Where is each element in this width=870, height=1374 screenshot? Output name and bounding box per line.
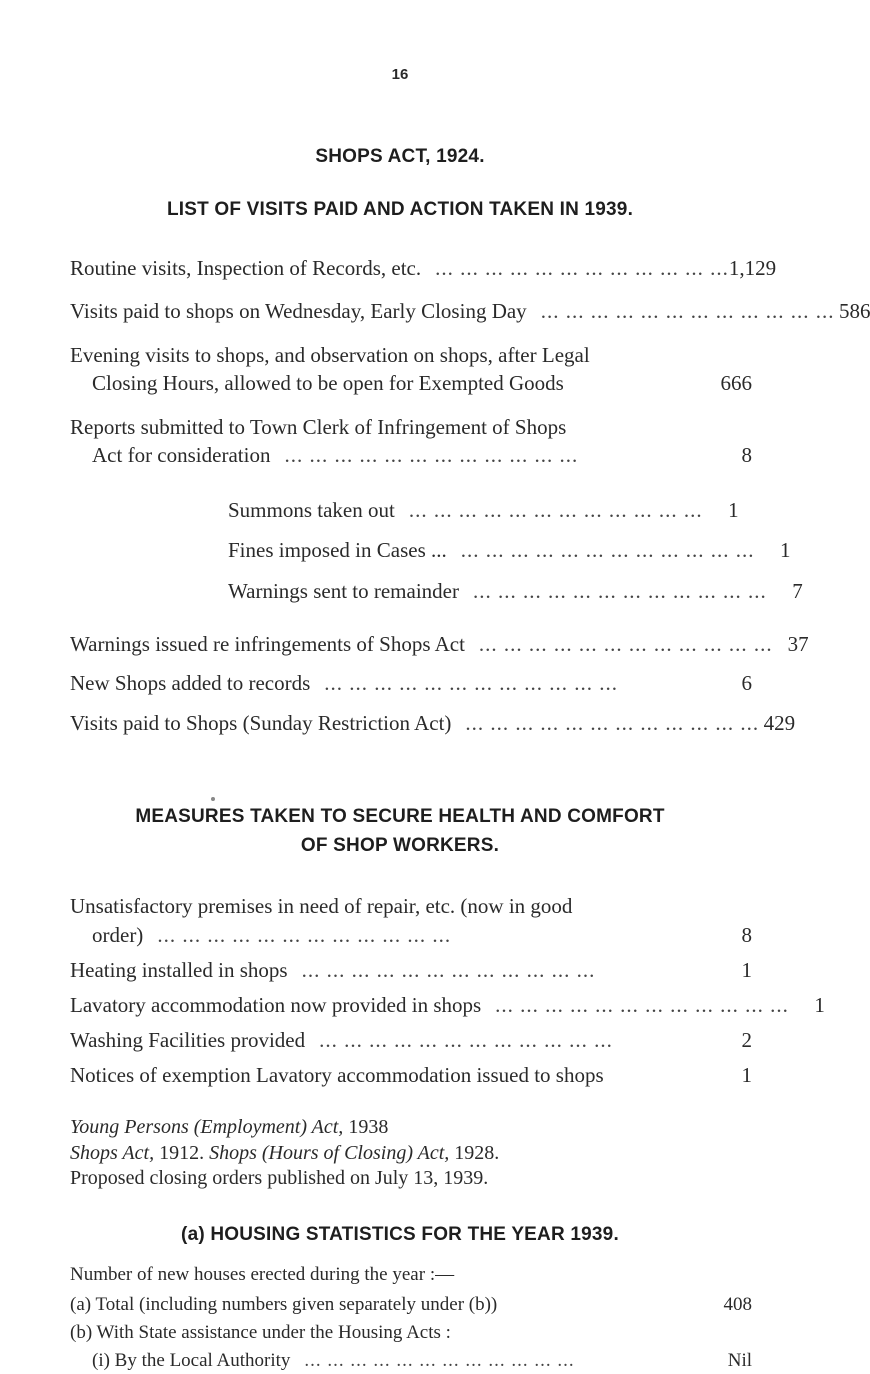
row-value: 8 <box>741 443 752 467</box>
page-number: 16 <box>391 66 409 83</box>
act-year: 1938 <box>343 1116 389 1138</box>
leader-dots: ... ... ... ... ... ... ... ... ... ... ... ... <box>284 443 579 467</box>
leader-dots: ... ... ... ... ... ... ... ... ... ... ... ... <box>465 711 760 735</box>
row-value: 1 <box>728 498 739 522</box>
row-label: Routine visits, Inspection of Records, etc. <box>70 256 422 280</box>
row-value: 408 <box>723 1294 752 1315</box>
row-label: Washing Facilities provided <box>70 1028 306 1052</box>
row-label: New Shops added to records <box>70 671 311 695</box>
row-value: 1 <box>780 538 791 562</box>
row-value: 1,129 <box>728 256 777 280</box>
leader-dots: ... ... ... ... ... ... ... ... ... ... ... ... <box>460 538 755 562</box>
row-label: Warnings issued re infringements of Shops Act <box>70 632 465 656</box>
row-label: Act for consideration <box>92 443 271 467</box>
row-label: (i) By the Local Authority <box>92 1350 291 1371</box>
row-value: 7 <box>792 579 803 603</box>
row-value: 666 <box>720 371 752 395</box>
housing-row <box>92 1348 752 1374</box>
measures-title-line2: OF SHOP WORKERS. <box>300 835 500 856</box>
leader-dots: ... ... ... ... ... ... ... ... ... ... ... ... <box>301 958 596 982</box>
row-label-first-line: Unsatisfactory premises in need of repair, etc. (now in good <box>70 894 573 918</box>
row-label: (a) Total (including numbers given separately under (b)) <box>70 1294 498 1315</box>
housing-intro: Number of new houses erected during the year :— <box>70 1264 455 1285</box>
act-name: Shops Act, <box>70 1142 155 1164</box>
leader-dots: ... ... ... ... ... ... ... ... ... ... ... ... <box>319 1028 613 1052</box>
row-value: 8 <box>741 923 752 947</box>
row-value: 1 <box>814 993 825 1017</box>
act-name: Shops (Hours of Closing) Act, <box>209 1142 450 1164</box>
leader-dots: ... ... ... ... ... ... ... ... ... ... ... ... <box>435 256 729 280</box>
leader-dots: ... ... ... ... ... ... ... ... ... ... ... ... <box>408 498 703 522</box>
row-label: Closing Hours, allowed to be open for Exempted Goods <box>92 371 564 395</box>
leader-dots: ... ... ... ... ... ... ... ... ... ... ... ... <box>495 993 789 1017</box>
visits-title: LIST OF VISITS PAID AND ACTION TAKEN IN 1939. <box>166 199 634 220</box>
row-label: Visits paid to Shops (Sunday Restriction Act) <box>70 711 452 735</box>
row-label: order) <box>92 923 144 947</box>
row-value: 6 <box>741 671 752 695</box>
row-value: 2 <box>741 1028 752 1052</box>
act-year: 1928. <box>449 1142 500 1164</box>
row-value: 1 <box>741 1063 752 1087</box>
row-label: Fines imposed in Cases ... <box>228 538 447 562</box>
leader-dots: ... ... ... ... ... ... ... ... ... ... ... ... <box>540 299 835 323</box>
row-value: 586 <box>838 299 870 323</box>
leader-dots: ... ... ... ... ... ... ... ... ... ... ... ... <box>304 1350 575 1371</box>
leader-dots: ... ... ... ... ... ... ... ... ... ... ... ... <box>473 579 767 603</box>
row-label: Visits paid to shops on Wednesday, Early Closing Day <box>70 299 527 323</box>
row-label: Warnings sent to remainder <box>228 579 459 603</box>
row-label: Lavatory accommodation now provided in shops <box>70 993 482 1017</box>
measures-title: MEASURES TAKEN TO SECURE HEALTH AND COMFORT <box>135 806 665 827</box>
row-label: Notices of exemption Lavatory accommodation issued to shops <box>70 1063 604 1087</box>
act-year: 1912. <box>154 1142 210 1164</box>
leader-dots: ... ... ... ... ... ... ... ... ... ... ... ... <box>157 923 452 947</box>
act-title: SHOPS ACT, 1924. <box>315 146 485 167</box>
row-label: Summons taken out <box>228 498 395 522</box>
row-value: 1 <box>741 958 752 982</box>
leader-dots: ... ... ... ... ... ... ... ... ... ... ... ... <box>478 632 773 656</box>
row-label: Heating installed in shops <box>70 958 288 982</box>
row-label-first-line: Evening visits to shops, and observation on shops, after Legal <box>70 343 590 367</box>
act-name: Young Persons (Employment) Act, <box>70 1116 344 1138</box>
row-label: (b) With State assistance under the Housing Acts : <box>70 1322 451 1343</box>
row-value: Nil <box>727 1350 752 1371</box>
row-value: 429 <box>763 711 796 735</box>
closing-orders-note: Proposed closing orders published on July 13, 1939. <box>70 1167 489 1189</box>
row-label-first-line: Reports submitted to Town Clerk of Infringement of Shops <box>70 415 567 439</box>
leader-dots: ... ... ... ... ... ... ... ... ... ... ... ... <box>324 671 619 695</box>
row-value: 37 <box>787 632 809 656</box>
housing-title: (a) HOUSING STATISTICS FOR THE YEAR 1939. <box>181 1224 619 1245</box>
